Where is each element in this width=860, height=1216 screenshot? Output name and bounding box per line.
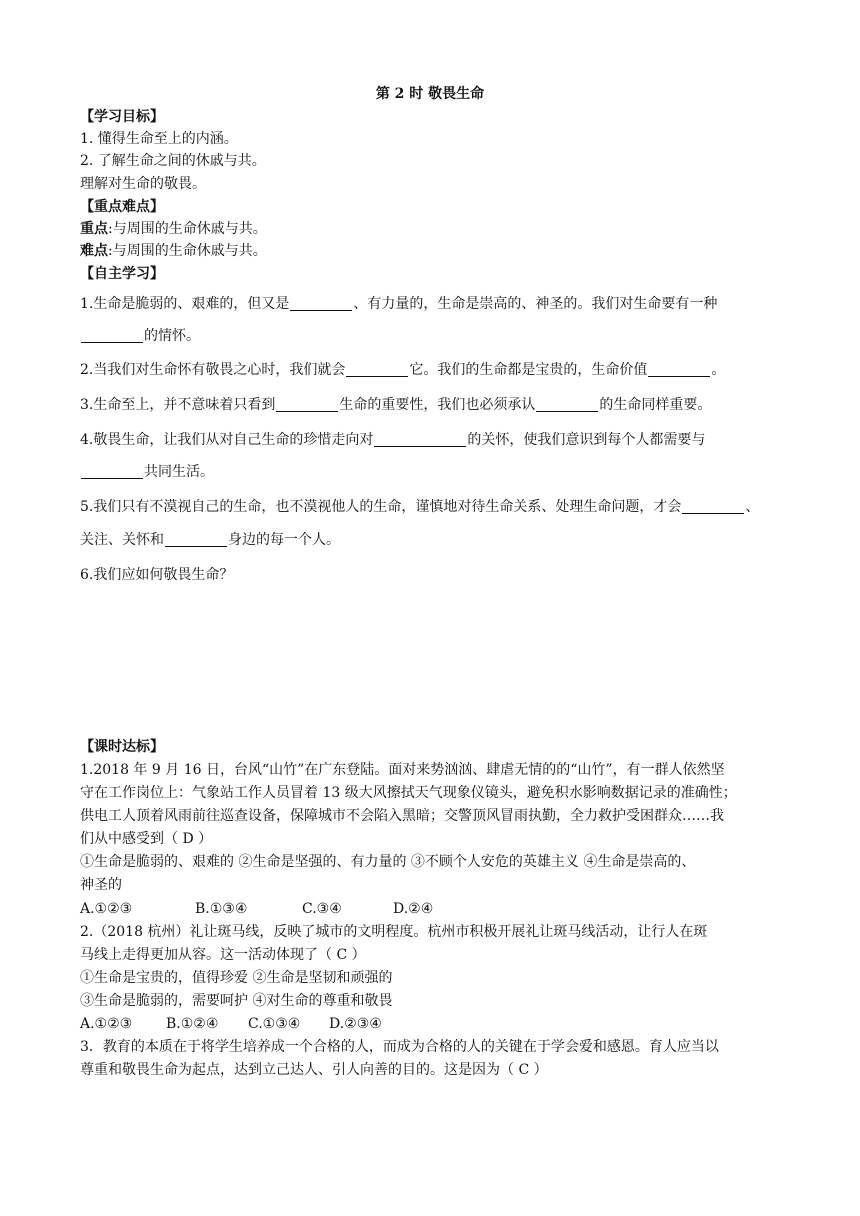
fill-blank[interactable] [290, 296, 352, 311]
exercise-q1-line: 们从中感受到（ D ） [80, 831, 213, 847]
self-study-q3 [80, 395, 780, 415]
choice-b[interactable]: B.①③④ [195, 901, 248, 917]
question-text: 4.敬畏生命，让我们从对自己生命的珍惜走向对 [80, 432, 374, 448]
question-text: 3.生命至上，并不意味着只看到 [80, 397, 276, 413]
question-text: 1.生命是脆弱的、艰难的，但又是 [80, 296, 290, 312]
exercise-q3-line: 尊重和敬畏生命为起点，达到立己达人、引人向善的目的。这是因为（ C ） [80, 1062, 548, 1078]
self-study-q4 [80, 430, 780, 450]
question-text: 的关怀，使我们意识到每个人都需要与 [467, 432, 706, 448]
self-study-q6: 6.我们应如何敬畏生命？ [80, 567, 234, 583]
exercises-heading: 【课时达标】 [80, 739, 164, 755]
self-study-q5 [80, 497, 780, 517]
self-study-q1 [80, 294, 780, 314]
difficult-point-line [80, 241, 780, 261]
exercise-q1-line: 守在工作岗位上：气象站工作人员冒着 13 级大风擦拭天气现象仪镜头，避免积水影响数据记录的准确性； [80, 785, 737, 801]
exercise-q2-line: 马线上走得更加从容。这一活动体现了（ C ） [80, 947, 366, 963]
fill-blank[interactable] [374, 432, 466, 447]
fill-blank[interactable] [165, 532, 227, 547]
question-text: 、 [745, 499, 760, 515]
choice-c[interactable]: C.①③④ [248, 1016, 301, 1032]
choice-d[interactable]: D.②④ [393, 901, 434, 917]
choice-a[interactable]: A.①②③ [80, 1016, 133, 1032]
exercise-q2-line: 2.（2018 杭州）礼让斑马线，反映了城市的文明程度。杭州市积极开展礼让斑马线活动，让行人在斑 [80, 924, 708, 940]
question-text: 生命的重要性，我们也必须承认 [339, 397, 536, 413]
choice-a[interactable]: A.①②③ [80, 901, 133, 917]
self-study-q5-cont [80, 530, 780, 550]
fill-blank[interactable] [346, 362, 408, 377]
objectives-heading: 【学习目标】 [80, 109, 164, 125]
difficult-text: :与周围的生命休戚与共。 [108, 243, 267, 259]
difficult-label: 难点 [80, 243, 108, 259]
key-point-line [80, 219, 780, 239]
exercise-q2-options: ③生命是脆弱的，需要呵护 ④对生命的尊重和敬畏 [80, 993, 393, 1009]
self-study-q4-cont [80, 462, 780, 482]
page-title: 第 2 时 敬畏生命 [375, 86, 485, 102]
exercise-q1-options: ①生命是脆弱的、艰难的 ②生命是坚强的、有力量的 ③不顾个人安危的英雄主义 ④生命是崇高的、 [80, 854, 696, 870]
question-text: 的生命同样重要。 [599, 397, 712, 413]
exercise-q3-line: 3．教育的本质在于将学生培养成一个合格的人，而成为合格的人的关键在于学会爱和感恩。育人应当以 [80, 1039, 719, 1055]
question-text: 、有力量的，生命是崇高的、神圣的。我们对生命要有一种 [353, 296, 718, 312]
exercise-q1-line: 供电工人顶着风雨前往巡查设备，保障城市不会陷入黑暗；交警顶风冒雨执勤，全力救护受困群众……我 [80, 808, 724, 824]
self-study-heading: 【自主学习】 [80, 266, 164, 282]
key-points-heading: 【重点难点】 [80, 199, 164, 215]
key-text: :与周围的生命休戚与共。 [108, 221, 267, 237]
question-text: 共同生活。 [144, 464, 214, 480]
exercise-q1-options: 神圣的 [80, 877, 122, 893]
choice-b[interactable]: B.①②④ [166, 1016, 219, 1032]
objective-item: 2. 了解生命之间的休戚与共。 [80, 153, 266, 169]
fill-blank[interactable] [648, 362, 710, 377]
question-text: 。 [711, 362, 726, 378]
fill-blank[interactable] [682, 499, 744, 514]
choice-c[interactable]: C.③④ [302, 901, 342, 917]
question-text: 5.我们只有不漠视自己的生命，也不漠视他人的生命，谨慎地对待生命关系、处理生命问题，才会 [80, 499, 682, 515]
question-text: 身边的每一个人。 [228, 532, 340, 548]
objective-item: 理解对生命的敬畏。 [80, 176, 206, 192]
choice-d[interactable]: D.②③④ [329, 1016, 382, 1032]
exercise-q1-line: 1.2018 年 9 月 16 日，台风“山竹”在广东登陆。面对来势汹汹、肆虐无情的的“山竹”，有一群人依然坚 [80, 762, 725, 778]
question-text: 的情怀。 [144, 328, 200, 344]
question-text: 2.当我们对生命怀有敬畏之心时，我们就会 [80, 362, 346, 378]
self-study-q2 [80, 360, 780, 380]
question-text: 关注、关怀和 [80, 532, 164, 548]
fill-blank[interactable] [81, 328, 143, 343]
exercise-q2-options: ①生命是宝贵的，值得珍爱 ②生命是坚韧和顽强的 [80, 970, 393, 986]
question-text: 它。我们的生命都是宝贵的，生命价值 [409, 362, 648, 378]
fill-blank[interactable] [536, 397, 598, 412]
key-label: 重点 [80, 221, 108, 237]
self-study-q1-cont [80, 326, 780, 346]
fill-blank[interactable] [81, 464, 143, 479]
fill-blank[interactable] [276, 397, 338, 412]
objective-item: 1. 懂得生命至上的内涵。 [80, 131, 238, 147]
